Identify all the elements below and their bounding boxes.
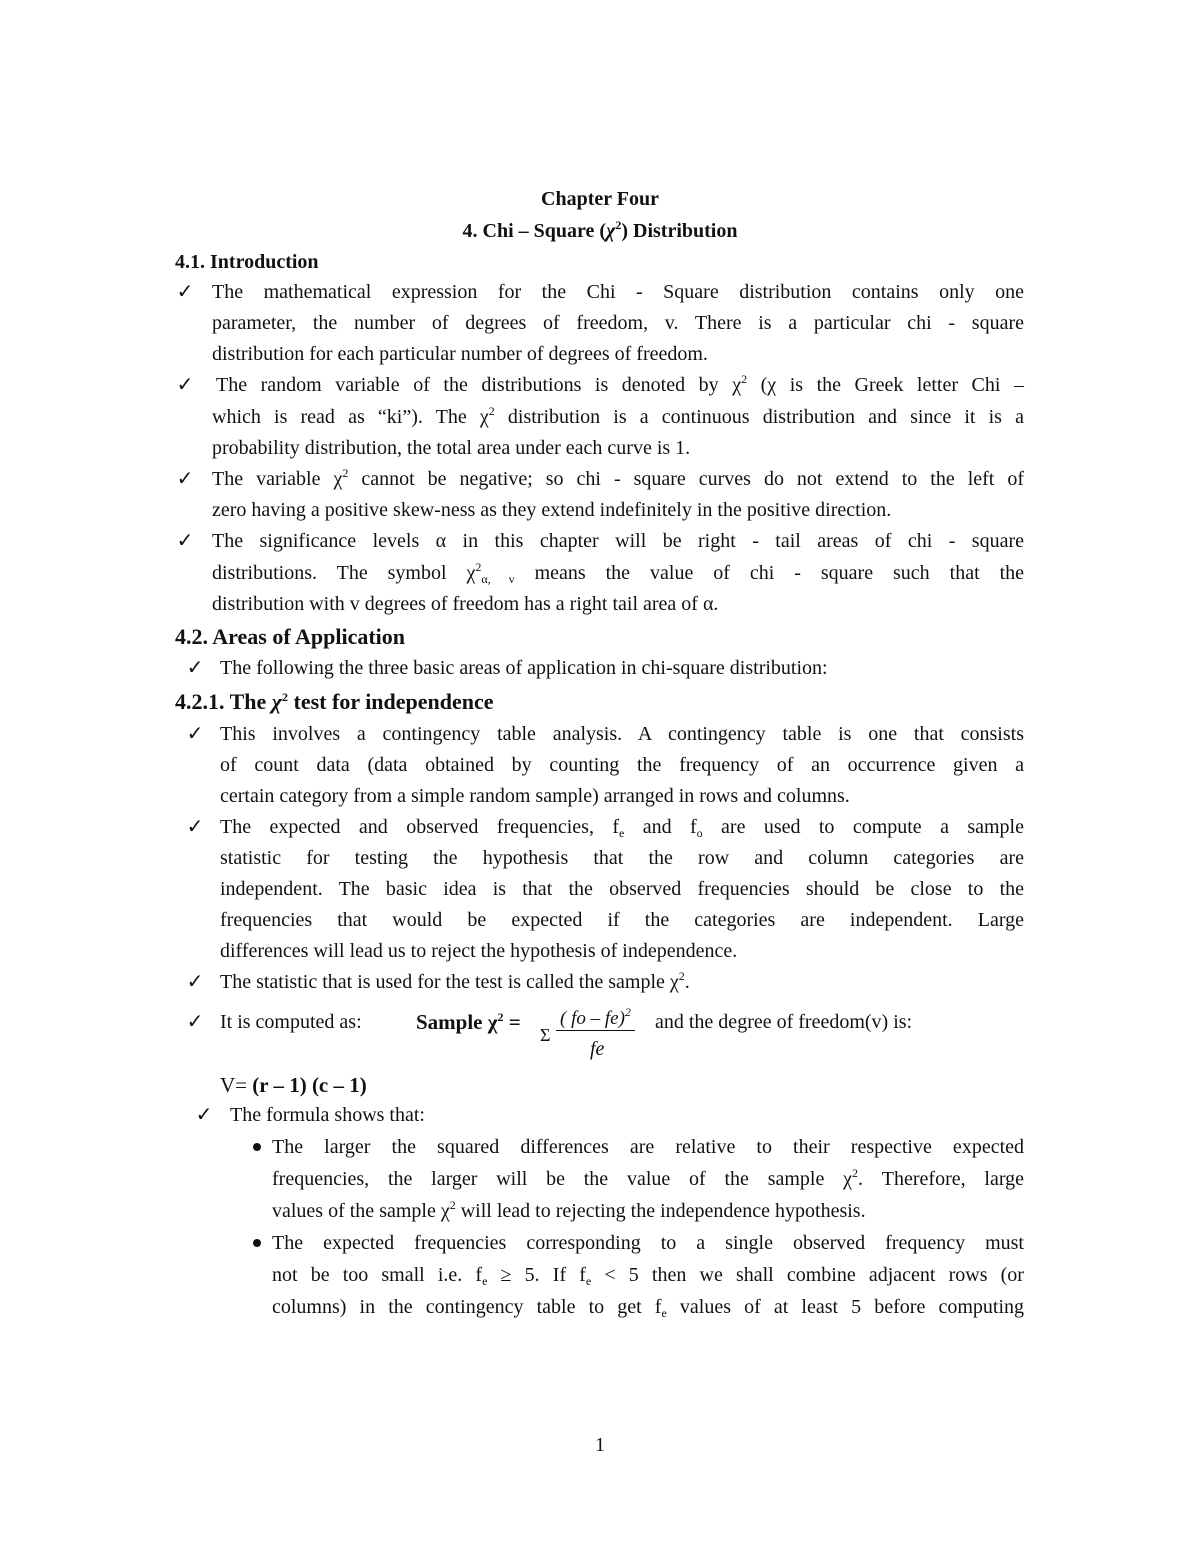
chapter-title: 4. Chi – Square $(\chi^2)$ Distribution (462, 218, 738, 242)
checkmark-icon: ✓ (186, 657, 204, 679)
checkmark-icon: ✓ (186, 723, 204, 745)
formula-shows-label: The formula shows that: (230, 1104, 425, 1126)
formula-point-1-line-1: The larger the squared differences are relative to their respective expected (272, 1136, 1024, 1158)
intro-bullet-1-line-2: parameter, the number of degrees of freedom, v. There is a particular chi - square (212, 312, 1024, 334)
sigma-symbol: Σ (540, 1025, 551, 1045)
intro-bullet-1-line-3: distribution for each particular number of degrees of freedom. (212, 343, 708, 365)
independence-bullet-1-line-3: certain category from a simple random sample) arranged in rows and columns. (220, 785, 850, 807)
section-heading-4-1: 4.1. Introduction (175, 251, 319, 273)
independence-bullet-1-line-1: This involves a contingency table analysis. A contingency table is one that consists (220, 723, 1024, 745)
intro-bullet-4-line-3: distribution with v degrees of freedom has a right tail area of α. (212, 593, 719, 615)
checkmark-icon: ✓ (186, 816, 204, 838)
independence-bullet-2-line-1: The expected and observed frequencies, $f_e$ and $f_o$ are used to compute a sample (220, 816, 1024, 840)
formula-point-1-line-2: frequencies, the larger will be the value of the sample $\chi^2$. Therefore, large (272, 1166, 1024, 1190)
checkmark-icon: ✓ (176, 468, 194, 490)
formula-numerator: ( fo – fe)$^2$ (556, 1008, 635, 1031)
intro-bullet-2-line-3: probability distribution, the total area under each curve is 1. (212, 437, 691, 459)
areas-bullet-1: The following the three basic areas of application in chi-square distribution: (220, 657, 828, 679)
sample-chi-square-label: Sample $\chi^2$ = (416, 1010, 521, 1034)
checkmark-icon: ✓ (176, 281, 194, 303)
degree-of-freedom-text: and the degree of freedom(v) is: (655, 1011, 913, 1033)
independence-bullet-2-line-2: statistic for testing the hypothesis that the row and column categories are (220, 847, 1024, 869)
independence-bullet-2-line-4: frequencies that would be expected if the categories are independent. Large (220, 909, 1024, 931)
independence-bullet-2-line-5: differences will lead us to reject the hypothesis of independence. (220, 940, 738, 962)
intro-bullet-3-line-1: The variable $\chi^2$ cannot be negative; so chi - square curves do not extend to the left of (212, 466, 1024, 490)
intro-bullet-4-line-1: The significance levels α in this chapter will be right - tail areas of chi - square (212, 530, 1024, 552)
formula-point-2-line-2: not be too small i.e. $f_e \ge 5$. If $f_e < 5$ then we shall combine adjacent rows (or (272, 1264, 1024, 1288)
intro-bullet-2-line-2: which is read as “ki”). The $\chi^2$ distribution is a continuous distribution and since it is a (212, 404, 1024, 428)
independence-bullet-2-line-3: independent. The basic idea is that the observed frequencies should be close to the (220, 878, 1024, 900)
intro-bullet-4-line-2: distributions. The symbol $\chi^2_{\alpha, v}$ means the value of chi - square such that the (212, 560, 1025, 586)
dot-icon (253, 1239, 261, 1247)
section-heading-4-2: 4.2. Areas of Application (175, 624, 406, 649)
page-number: 1 (595, 1434, 605, 1456)
dof-formula: V= (r – 1) (c – 1) (220, 1073, 367, 1097)
checkmark-icon: ✓ (186, 971, 204, 993)
chapter-label: Chapter Four (541, 188, 659, 210)
intro-bullet-2-line-1: The random variable of the distributions is denoted by $\chi^2$ (χ is the Greek letter Chi – (216, 372, 1024, 396)
section-heading-4-2-1: 4.2.1. The $\chi^2$ test for independence (175, 689, 494, 714)
computed-as-label: It is computed as: (220, 1011, 362, 1033)
checkmark-icon: ✓ (176, 374, 194, 396)
formula-point-2-line-3: columns) in the contingency table to get $f_e$ values of at least 5 before computing (272, 1296, 1024, 1320)
independence-bullet-1-line-2: of count data (data obtained by counting the frequency of an occurrence given a (220, 754, 1024, 776)
independence-bullet-3: The statistic that is used for the test is called the sample $\chi^2$. (220, 969, 690, 993)
formula-point-1-line-3: values of the sample $\chi^2$ will lead to rejecting the independence hypothesis. (272, 1198, 866, 1222)
checkmark-icon: ✓ (195, 1104, 213, 1126)
formula-denominator: fe (590, 1038, 605, 1060)
checkmark-icon: ✓ (186, 1011, 204, 1033)
intro-bullet-1-line-1: The mathematical expression for the Chi - Square distribution contains only one (212, 281, 1024, 303)
formula-point-2-line-1: The expected frequencies corresponding to a single observed frequency must (272, 1232, 1024, 1254)
intro-bullet-3-line-2: zero having a positive skew-ness as they extend indefinitely in the positive direction. (212, 499, 892, 521)
dot-icon (253, 1143, 261, 1151)
checkmark-icon: ✓ (176, 530, 194, 552)
